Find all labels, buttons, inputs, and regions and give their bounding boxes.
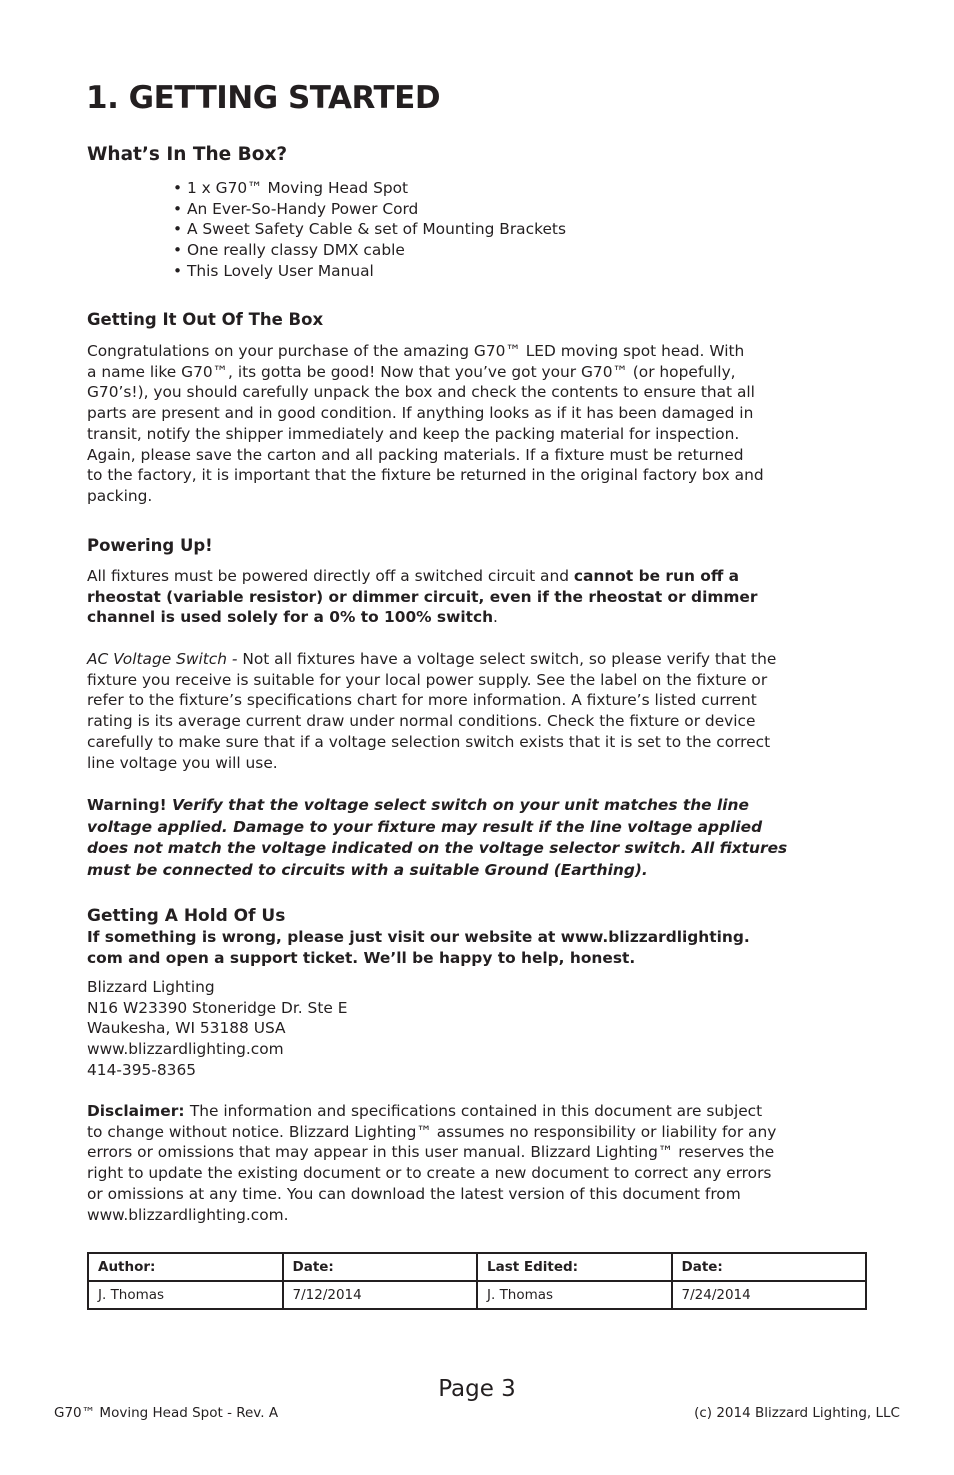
text-line: parts are present and in good condition. If anything looks as if it has been damaged in [87,404,754,423]
bold-text: cannot be run off a [573,567,740,585]
text-line: Again, please save the carton and all packing materials. If a fixture must be returned [87,445,744,464]
text-line: to the factory, it is important that the fixture be returned in the original factory box and [87,466,764,485]
ac-voltage-paragraph [87,649,877,773]
header-last-edited: Last Edited: [477,1253,672,1281]
website: www.blizzardlighting.com [87,1040,284,1059]
warning-label: Warning! [87,796,172,814]
table-row [88,1281,866,1309]
date-cell: 7/12/2014 [283,1281,478,1309]
text-line: or omissions at any time. You can download the latest version of this document from [87,1184,741,1203]
text-line: packing. [87,486,153,505]
page-title: 1. GETTING STARTED [86,80,441,116]
text-line: Congratulations on your purchase of the amazing G70™ LED moving spot head. With [87,342,745,360]
text-line: com and open a support ticket. We’ll be happy to help, honest. [87,948,636,967]
text-line: If something is wrong, please just visit our website at www.blizzardlighting. [87,928,750,946]
unpack-heading: Getting It Out Of The Box [87,310,324,329]
street-address: N16 W23390 Stoneridge Dr. Ste E [87,998,348,1017]
bold-text: rheostat (variable resistor) or dimmer circuit, even if the rheostat or dimmer [87,587,758,606]
header-author: Author: [88,1253,283,1281]
text-line: www.blizzardlighting.com. [87,1205,289,1224]
text-line: carefully to make sure that if a voltage selection switch exists that it is set to the correct [87,732,771,751]
footer-copyright: (c) 2014 Blizzard Lighting, LLC [694,1405,900,1421]
list-item: • 1 x G70™ Moving Head Spot [173,178,566,199]
table-header-row [88,1253,866,1281]
text-line: rating is its average current draw under normal conditions. Check the fixture or device [87,712,756,731]
revision-table [87,1252,867,1310]
phone-number: 414-395-8365 [87,1060,197,1079]
warning-text: voltage applied. Damage to your fixture may result if the line voltage applied [87,817,763,836]
power-heading: Powering Up! [87,536,213,555]
warning-text: Verify that the voltage select switch on your unit matches the line [172,796,749,814]
company-name: Blizzard Lighting [87,978,215,996]
unpack-paragraph [87,341,877,507]
disclaimer-label: Disclaimer: [87,1102,190,1120]
bold-text: channel is used solely for a 0% to 100% switch [87,608,494,627]
text-line: Not all fixtures have a voltage select switch, so please verify that the [242,650,777,668]
header-date: Date: [283,1253,478,1281]
warning-text: does not match the voltage indicated on the voltage selector switch. All fixtures [87,839,788,857]
text-line: errors or omissions that may appear in this user manual. Blizzard Lighting™ reserves the [87,1143,775,1162]
warning-text: must be connected to circuits with a suitable Ground (Earthing). [87,860,648,879]
power-paragraph [87,566,877,628]
footer-product: G70™ Moving Head Spot - Rev. A [54,1405,279,1421]
text-line: All fixtures must be powered directly off a switched circuit and [87,567,574,585]
text-line: line voltage you will use. [87,753,278,772]
last-edited-cell: J. Thomas [477,1281,672,1309]
text-line: . [493,608,498,627]
disclaimer-paragraph [87,1101,877,1225]
list-item: • One really classy DMX cable [173,240,566,261]
contact-address [87,977,877,1081]
list-item: • An Ever-So-Handy Power Cord [173,199,566,220]
list-item: • This Lovely User Manual [173,261,566,282]
edit-date-cell: 7/24/2014 [672,1281,867,1309]
city-state: Waukesha, WI 53188 USA [87,1019,286,1038]
text-line: The information and specifications contained in this document are subject [189,1102,763,1120]
text-line: fixture you receive is suitable for your local power supply. See the label on the fixture or [87,670,768,689]
text-line: right to update the existing document or to create a new document to correct any errors [87,1164,772,1183]
text-line: refer to the fixture’s specifications chart for more information. A fixture’s listed current [87,691,757,710]
text-line: G70’s!), you should carefully unpack the box and check the contents to ensure that all [87,383,755,402]
contact-heading: Getting A Hold Of Us [87,906,286,926]
author-cell: J. Thomas [88,1281,283,1309]
box-contents-list [173,178,566,282]
ac-voltage-label: AC Voltage Switch - [87,650,243,668]
list-item: • A Sweet Safety Cable & set of Mounting Brackets [173,219,566,240]
warning-paragraph [87,795,877,881]
box-heading: What’s In The Box? [87,144,288,165]
contact-lead [87,927,877,968]
text-line: transit, notify the shipper immediately and keep the packing material for inspection. [87,424,740,443]
text-line: a name like G70™, its gotta be good! Now that you’ve got your G70™ (or hopefully, [87,362,736,381]
header-edit-date: Date: [672,1253,867,1281]
page-number: Page 3 [438,1376,516,1402]
text-line: to change without notice. Blizzard Lighting™ assumes no responsibility or liability for any [87,1122,777,1141]
